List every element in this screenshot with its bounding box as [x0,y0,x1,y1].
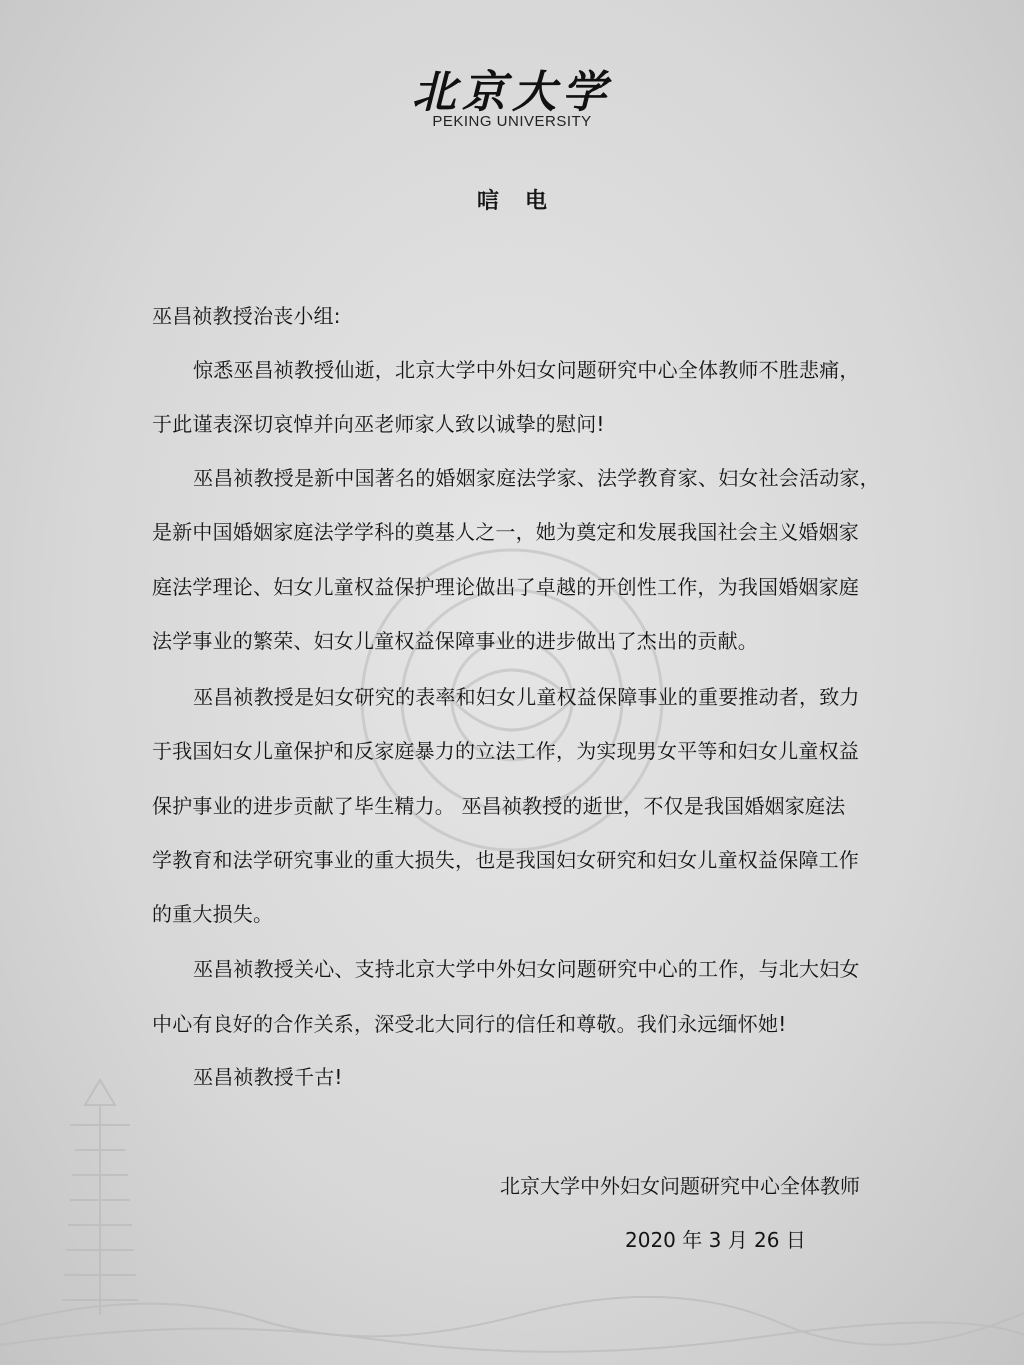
university-logo: 北京大学 [412,67,612,118]
body-line: 庭法学理论、妇女儿童权益保护理论做出了卓越的开创性工作，为我国婚姻家庭 [152,575,859,599]
body-line: 中心有良好的合作关系，深受北大同行的信任和尊敬。我们永远缅怀她! [152,1012,787,1036]
body-line: 巫昌祯教授是妇女研究的表率和妇女儿童权益保障事业的重要推动者，致力 [193,685,860,709]
signature: 北京大学中外妇女问题研究中心全体教师 [500,1174,860,1198]
body-line: 巫昌祯教授是新中国著名的婚姻家庭法学家、法学教育家、妇女社会活动家， [193,466,880,490]
closing-line: 巫昌祯教授千古! [193,1065,343,1089]
body-line: 巫昌祯教授关心、支持北京大学中外妇女问题研究中心的工作，与北大妇女 [193,957,860,981]
body-line: 惊悉巫昌祯教授仙逝，北京大学中外妇女问题研究中心全体教师不胜悲痛， [193,358,860,382]
date: 2020 年 3 月 26 日 [625,1228,806,1252]
body-line: 学教育和法学研究事业的重大损失，也是我国妇女研究和妇女儿童权益保障工作 [152,848,859,872]
body-line: 于此谨表深切哀悼并向巫老师家人致以诚挚的慰问! [152,412,605,436]
salutation: 巫昌祯教授治丧小组: [152,304,341,328]
body-line: 法学事业的繁荣、妇女儿童权益保障事业的进步做出了杰出的贡献。 [152,629,758,653]
body-line: 于我国妇女儿童保护和反家庭暴力的立法工作，为实现男女平等和妇女儿童权益 [152,739,859,763]
university-name-english: PEKING UNIVERSITY [432,113,592,130]
document-title: 唁电 [476,189,573,214]
body-line: 的重大损失。 [152,902,274,926]
body-line: 保护事业的进步贡献了毕生精力。 巫昌祯教授的逝世，不仅是我国婚姻家庭法 [152,794,846,818]
body-line: 是新中国婚姻家庭法学学科的奠基人之一，她为奠定和发展我国社会主义婚姻家 [152,520,859,544]
pagoda-landscape-watermark [0,1065,1024,1365]
